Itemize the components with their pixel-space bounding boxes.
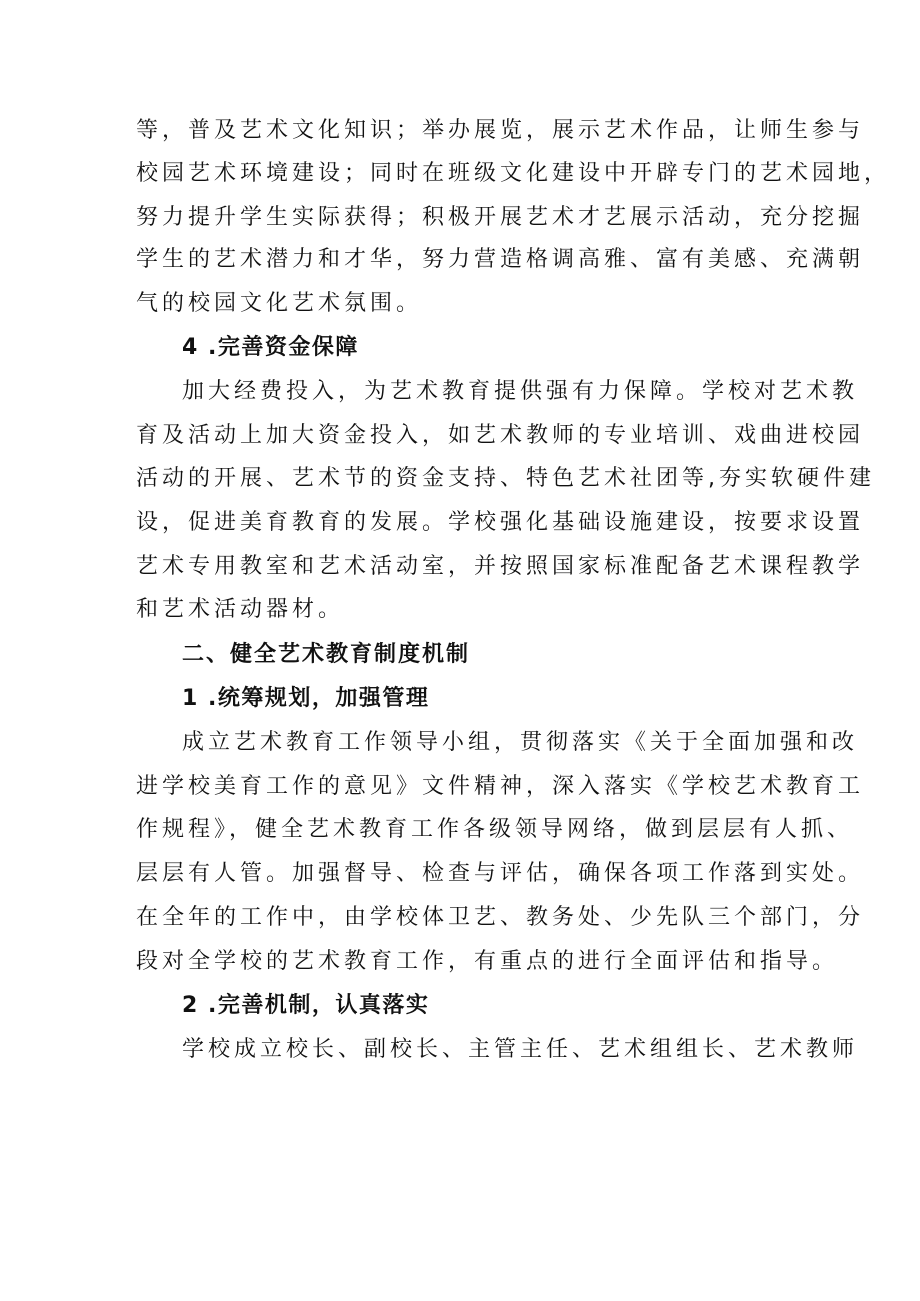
paragraph-line: 校园艺术环境建设；同时在班级文化建设中开辟专门的艺术园地， — [136, 161, 891, 186]
paragraph-line: 艺术专用教室和艺术活动室，并按照国家标准配备艺术课程教学 — [136, 554, 865, 579]
paragraph-line: 设，促进美育教育的发展。学校强化基础设施建设，按要求设置 — [136, 510, 865, 535]
paragraph-line: 段对全学校的艺术教育工作，有重点的进行全面评估和指导。 — [136, 949, 839, 974]
paragraph-line: 在全年的工作中，由学校体卫艺、教务处、少先队三个部门，分 — [136, 905, 865, 930]
paragraph-line: 作规程》，健全艺术教育工作各级领导网络，做到层层有人抓、 — [136, 817, 854, 842]
section-heading-funding: 4 .完善资金保障 — [182, 335, 359, 360]
section-heading-mechanism: 2 .完善机制，认真落实 — [182, 993, 430, 1018]
paragraph-line: 层层有人管。加强督导、检查与评估，确保各项工作落到实处。 — [136, 861, 865, 886]
paragraph-line: 和艺术活动器材。 — [136, 597, 345, 622]
paragraph-line: 加大经费投入，为艺术教育提供强有力保障。学校对艺术教 — [182, 379, 859, 404]
paragraph-line: 气的校园文化艺术氛围。 — [136, 291, 423, 316]
paragraph-line: 成立艺术教育工作领导小组，贯彻落实《关于全面加强和改 — [182, 730, 859, 755]
paragraph-line: 努力提升学生实际获得；积极开展艺术才艺展示活动，充分挖掘 — [136, 205, 865, 230]
paragraph-line: 活动的开展、艺术节的资金支持、特色艺术社团等,夯实软硬件建 — [136, 466, 875, 491]
paragraph-line: 进学校美育工作的意见》文件精神，深入落实《学校艺术教育工 — [136, 774, 865, 799]
paragraph-line: 学校成立校长、副校长、主管主任、艺术组组长、艺术教师 — [182, 1037, 859, 1062]
paragraph-line: 等，普及艺术文化知识；举办展览，展示艺术作品，让师生参与 — [136, 118, 865, 143]
paragraph-line: 学生的艺术潜力和才华，努力营造格调高雅、富有美感、充满朝 — [136, 247, 865, 272]
section-heading-planning: 1 .统筹规划，加强管理 — [182, 686, 430, 711]
chapter-heading: 二、健全艺术教育制度机制 — [182, 642, 471, 667]
paragraph-line: 育及活动上加大资金投入，如艺术教师的专业培训、戏曲进校园 — [136, 423, 865, 448]
